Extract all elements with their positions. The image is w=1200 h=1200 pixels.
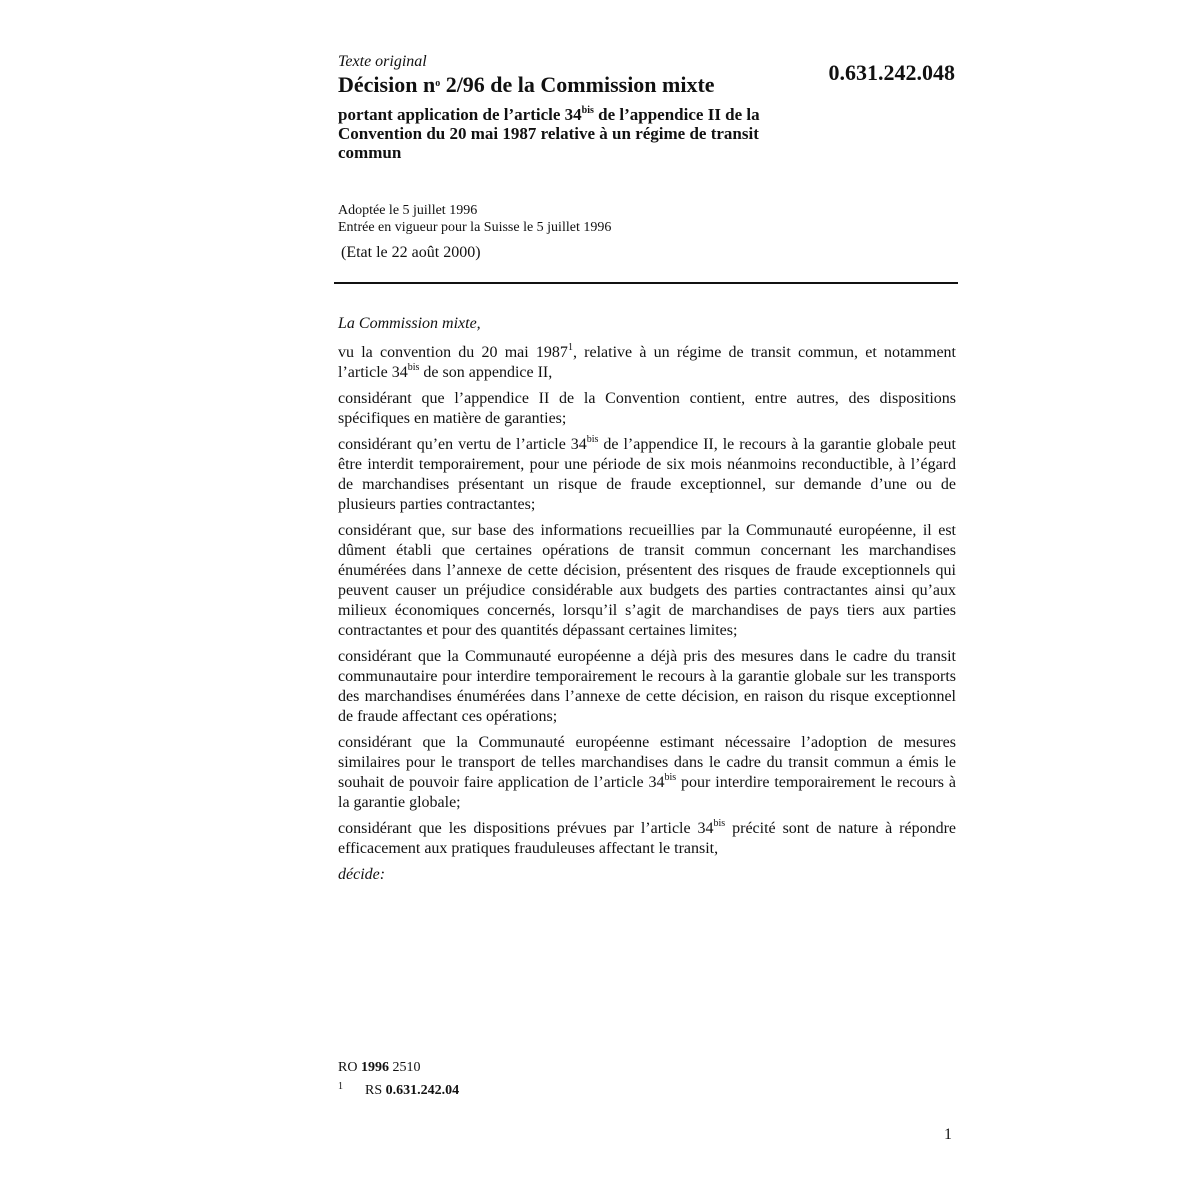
para7-text-a: considérant que les dispositions prévues par l’article 34 [338,820,714,837]
document-title [338,72,715,98]
ro-prefix: RO [338,1060,361,1075]
para6-text-a: considérant que la Communauté européenne estimant nécessaire l’adoption de mesures similaires pour le transport de telles marchandises dans le cadre du transit commun a émis le souhait de pouvoir faire application de l’article 34 [338,734,956,791]
in-force-date: Entrée en vigueur pour la Suisse le 5 juillet 1996 [338,220,612,235]
preamble-paragraph: considérant que l’appendice II de la Convention contient, entre autres, des dispositions spécifiques en matière de garanties; [338,390,956,427]
para7-text-b: précité sont de nature à répondre efficacement aux pratiques frauduleuses affectant le transit, [338,820,957,857]
para1-text-c: de son appendice II, [419,364,553,381]
document-body [338,314,956,891]
ro-year: 1996 [360,1060,389,1075]
para1-text-a: vu la convention du 20 mai 1987 [338,344,568,361]
sr-number: 0.631.242.048 [828,60,955,85]
preamble-paragraph [338,435,956,515]
para6-bis: bis [664,772,677,783]
document-kicker: Texte original [338,53,427,70]
footnote-ref[interactable]: 1 [567,342,573,353]
preamble-paragraph [338,343,956,383]
title-superscript-o: o [435,78,441,89]
para3-bis: bis [586,434,599,445]
document-subtitle [338,105,808,162]
para3-text-b: de l’appendice II, le recours à la garantie globale peut être interdit temporairement, pour une période de six mois néanmoins reconductible, à l’égard de marchandises présentant un risque de fraude exceptionnel, sur demande d’une ou de plusieurs parties contractantes; [338,436,956,513]
preamble-intro: La Commission mixte, [338,315,481,332]
subtitle-part-1: portant application de l’article 34 [338,105,582,124]
page-number: 1 [944,1126,952,1143]
para3-text-a: considérant qu’en vertu de l’article 34 [338,436,587,453]
footnote [338,1081,459,1099]
title-part-1: Décision n [338,72,436,97]
footnote-number: 1 [338,1081,343,1092]
adoption-info [338,202,611,236]
ro-page: 2510 [388,1060,421,1075]
footnote-reference[interactable]: 0.631.242.04 [385,1083,460,1098]
status-date: (Etat le 22 août 2000) [341,244,481,261]
preamble-paragraph [338,733,956,813]
preamble-paragraph [338,819,956,859]
para6-text-b: pour interdire temporairement le recours à la garantie globale; [338,774,957,811]
header-divider [334,282,958,284]
title-part-2: 2/96 de la Commission mixte [440,72,715,97]
subtitle-part-2: de l’appendice II de la Convention du 20 mai 1987 relative à un régime de transit commun [338,105,760,162]
para1-bis: bis [407,362,420,373]
footnote-prefix: RS [365,1083,386,1098]
para7-bis: bis [713,818,726,829]
preamble-paragraph: considérant que la Communauté européenne a déjà pris des mesures dans le cadre du transit communautaire pour interdire temporairement le recours à la garantie globale sur les transports des marchandises énumérées dans l’annexe de cette décision, en raison du risque exceptionnel de fraude affectant ces opérations; [338,648,956,725]
decide-heading: décide: [338,866,386,883]
ro-reference [338,1060,420,1076]
adopted-date: Adoptée le 5 juillet 1996 [338,203,478,218]
subtitle-bis: bis [581,105,594,116]
para1-text-b: , relative à un régime de transit commun, et notamment l’article 34 [338,344,956,381]
preamble-paragraph: considérant que, sur base des informations recueillies par la Communauté européenne, il est dûment établi que certaines opérations de transit commun concernant les marchandises énumérées dans l’annexe de cette décision, présentent des risques de fraude exceptionnels qui peuvent causer un préjudice considérable aux budgets des parties contractantes ainsi qu’aux milieux économiques concernés, lorsqu’il s’agit de marchandises de pays tiers aux parties contractantes et pour des quantités dépassant certaines limites; [338,522,956,639]
